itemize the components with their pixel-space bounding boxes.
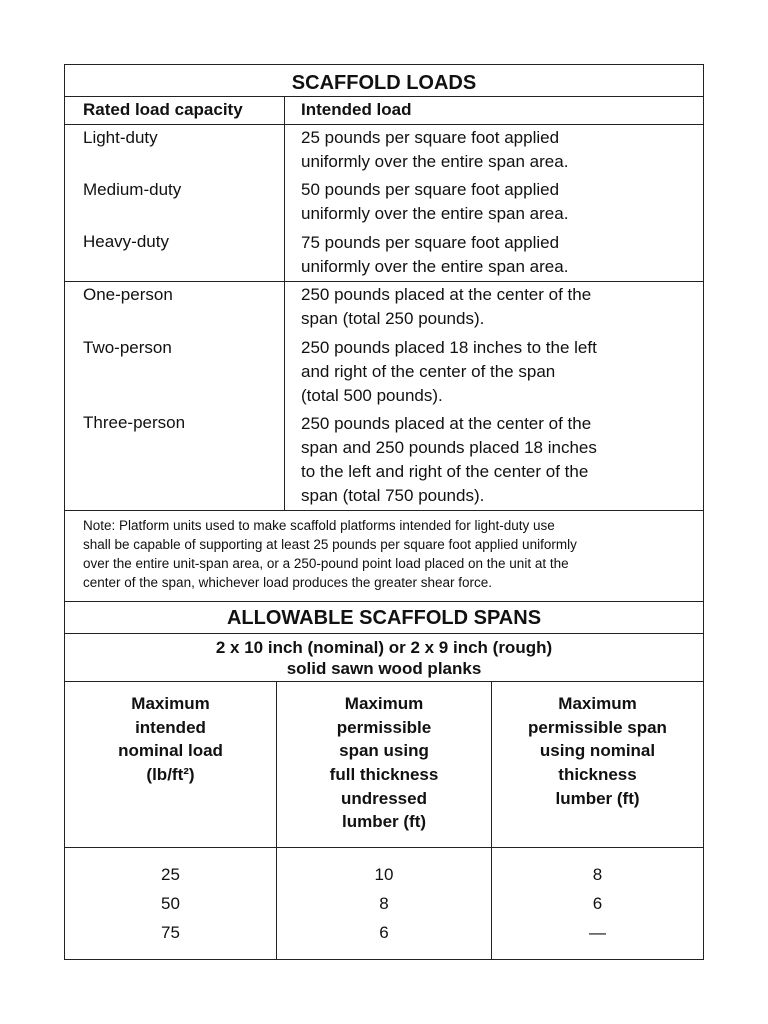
- table-cell: 25: [161, 865, 180, 884]
- row-desc-line: 250 pounds placed at the center of the: [301, 285, 592, 304]
- row-label: Light-duty: [83, 128, 158, 147]
- header-line: permissible: [336, 718, 432, 737]
- header-line: Maximum: [131, 694, 210, 713]
- row-desc-line: uniformly over the entire span area.: [301, 204, 569, 223]
- row-desc-line: uniformly over the entire span area.: [301, 152, 569, 171]
- row-desc-line: span and 250 pounds placed 18 inches: [301, 438, 597, 457]
- row-desc-line: 75 pounds per square foot applied: [301, 233, 560, 252]
- table-cell: 75: [161, 923, 180, 942]
- row-label: One-person: [83, 285, 173, 304]
- header-line: (lb/ft²): [146, 765, 195, 784]
- allowable-spans-title: ALLOWABLE SCAFFOLD SPANS: [226, 607, 542, 629]
- header-line: span using: [339, 741, 429, 760]
- note-line: shall be capable of supporting at least 25 pounds per square foot applied uniformly: [83, 537, 577, 552]
- row-desc-line: 250 pounds placed at the center of the: [301, 414, 592, 433]
- header-line: permissible span: [528, 718, 667, 737]
- row-desc-line: 250 pounds placed 18 inches to the left: [301, 338, 597, 357]
- divider: [65, 847, 703, 848]
- table-cell: 6: [379, 923, 389, 942]
- row-label: Three-person: [83, 413, 186, 432]
- divider: [65, 601, 703, 602]
- note-line: center of the span, whichever load produces the greater shear force.: [83, 575, 492, 590]
- table-cell: 8: [379, 894, 389, 913]
- table-cell: 50: [161, 894, 180, 913]
- col-header-capacity: Rated load capacity: [83, 100, 243, 119]
- header-line: lumber (ft): [555, 789, 640, 808]
- divider: [65, 681, 703, 682]
- note-line: over the entire unit-span area, or a 250-pound point load placed on the unit at the: [83, 556, 569, 571]
- row-desc-line: uniformly over the entire span area.: [301, 257, 569, 276]
- column-divider: [284, 96, 285, 510]
- col-header-intended: Intended load: [301, 100, 412, 119]
- divider: [65, 96, 703, 97]
- scaffold-document: [64, 64, 704, 960]
- divider: [65, 633, 703, 634]
- scaffold-loads-title: SCAFFOLD LOADS: [291, 72, 477, 94]
- row-desc-line: span (total 250 pounds).: [301, 309, 485, 328]
- header-line: Maximum: [344, 694, 424, 713]
- header-line: Maximum: [558, 694, 637, 713]
- row-label: Heavy-duty: [83, 232, 169, 251]
- header-line: using nominal: [539, 741, 656, 760]
- header-line: undressed: [341, 789, 427, 808]
- header-line: lumber (ft): [341, 812, 427, 831]
- note-line: Note: Platform units used to make scaffold platforms intended for light-duty use: [83, 518, 555, 533]
- divider: [65, 124, 703, 125]
- table-cell: 10: [374, 865, 394, 884]
- row-desc-line: span (total 750 pounds).: [301, 486, 485, 505]
- divider: [65, 510, 703, 511]
- row-label: Medium-duty: [83, 180, 182, 199]
- table-cell: 6: [592, 894, 603, 913]
- row-label: Two-person: [83, 338, 172, 357]
- header-line: intended: [135, 718, 206, 737]
- divider: [65, 281, 703, 282]
- spans-subtitle-line: 2 x 10 inch (nominal) or 2 x 9 inch (rough): [215, 638, 553, 657]
- row-desc-line: 25 pounds per square foot applied: [301, 128, 560, 147]
- header-line: full thickness: [329, 765, 439, 784]
- header-line: nominal load: [118, 741, 223, 760]
- row-desc-line: and right of the center of the span: [301, 362, 556, 381]
- row-desc-line: 50 pounds per square foot applied: [301, 180, 560, 199]
- row-desc-line: to the left and right of the center of the: [301, 462, 589, 481]
- spans-subtitle-line: solid sawn wood planks: [286, 659, 482, 678]
- table-cell: 8: [592, 865, 603, 884]
- table-cell: —: [589, 923, 606, 942]
- header-line: thickness: [558, 765, 637, 784]
- row-desc-line: (total 500 pounds).: [301, 386, 443, 405]
